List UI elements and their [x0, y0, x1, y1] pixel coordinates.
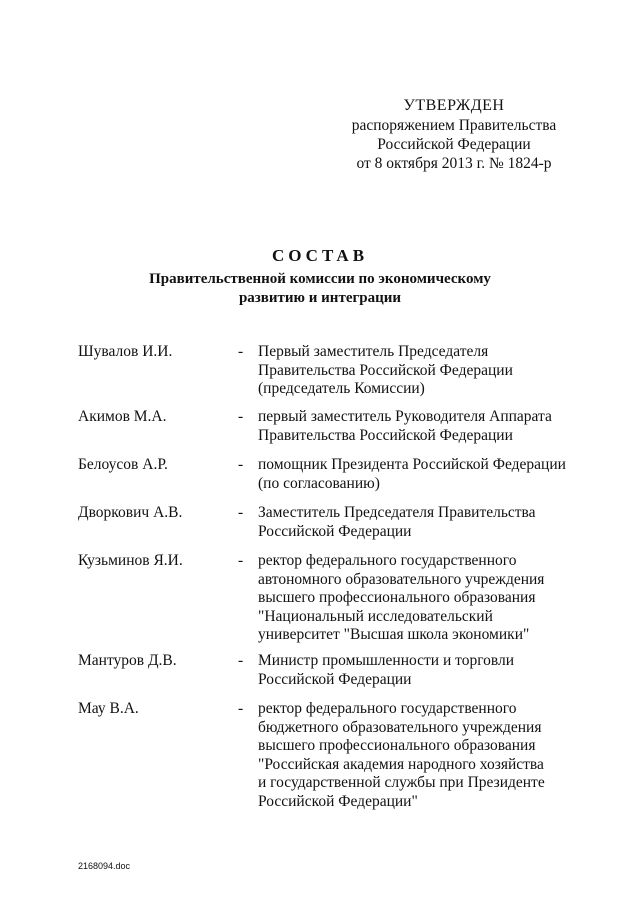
document-subtitle [120, 270, 520, 308]
position-line: высшего профессионального образования [258, 737, 536, 754]
member-dash: - [238, 504, 244, 521]
approval-line: распоряжением Правительства [351, 117, 557, 134]
position-line: "Российская академия народного хозяйства [258, 755, 544, 773]
position-line: университет "Высшая школа экономики" [258, 626, 530, 643]
position-line: "Национальный исследовательский [258, 607, 493, 625]
position-line: первый заместитель Руководителя Аппарата [258, 408, 552, 425]
member-name: Кузьминов Я.И. [78, 552, 183, 569]
position-line: Первый заместитель Председателя [258, 343, 489, 360]
position-line: ректор федерального государственного [258, 552, 517, 569]
position-line: Российской Федерации" [258, 792, 418, 810]
member-dash: - [238, 408, 244, 425]
member-dash: - [238, 700, 244, 717]
member-name: Шувалов И.И. [78, 343, 173, 360]
approval-date-line: от 8 октября 2013 г. № 1824-р [356, 155, 552, 172]
approval-line: Российской Федерации [377, 136, 531, 153]
member-position [258, 652, 578, 689]
member-position [258, 504, 578, 541]
member-name: Белоусов А.Р. [78, 456, 168, 473]
position-line: Правительства Российской Федерации [258, 361, 513, 379]
position-line: Заместитель Председателя Правительства [258, 504, 536, 521]
position-line: Российской Федерации [258, 522, 412, 540]
position-line: (по согласованию) [258, 474, 380, 492]
member-name: Акимов М.А. [78, 408, 167, 425]
position-line: ректор федерального государственного [258, 700, 517, 717]
position-line: Правительства Российской Федерации [258, 426, 513, 444]
subtitle-line: развитию и интеграции [238, 290, 402, 306]
member-position [258, 700, 578, 811]
position-line: Министр промышленности и торговли [258, 652, 515, 669]
member-dash: - [238, 652, 244, 669]
file-reference: 2168094.doc [78, 861, 131, 871]
member-name: Мау В.А. [78, 700, 139, 717]
position-line: бюджетного образовательного учреждения [258, 718, 542, 736]
position-line: высшего профессионального образования [258, 589, 536, 606]
member-position [258, 456, 578, 493]
member-dash: - [238, 456, 244, 473]
position-line: автономного образовательного учреждения [258, 570, 545, 588]
position-line: и государственной службы при Президенте [258, 774, 545, 791]
document-title: СОСТАВ [271, 246, 369, 265]
member-name: Мантуров Д.В. [78, 652, 177, 669]
position-line: (председатель Комиссии) [258, 380, 425, 397]
member-position [258, 343, 578, 399]
member-position [258, 408, 578, 445]
member-name: Дворкович А.В. [78, 504, 183, 521]
position-line: Российской Федерации [258, 670, 412, 688]
member-dash: - [238, 552, 244, 569]
approval-stamp [330, 96, 578, 173]
subtitle-line: Правительственной комиссии по экономическому [149, 271, 491, 287]
approval-heading: УТВЕРЖДЕН [403, 97, 505, 114]
member-position [258, 552, 578, 645]
member-dash: - [238, 343, 244, 360]
position-line: помощник Президента Российской Федерации [258, 456, 566, 473]
